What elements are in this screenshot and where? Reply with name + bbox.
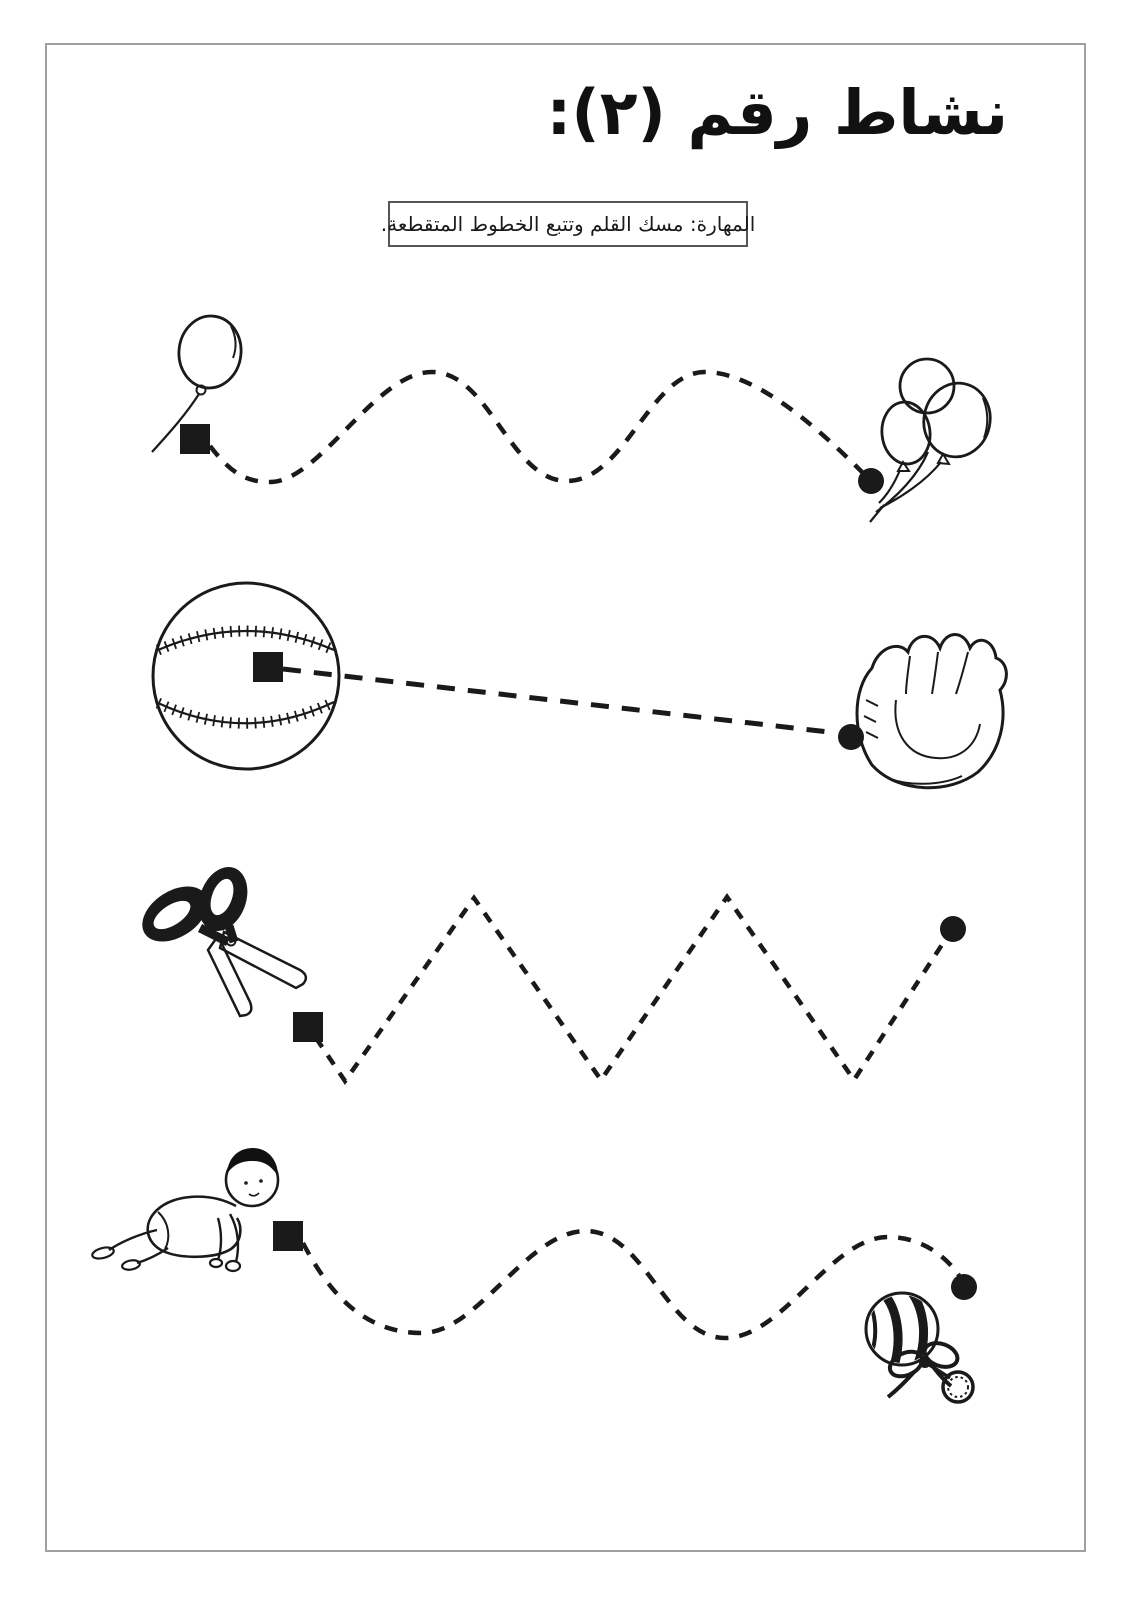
baseball-glove-icon [857,635,1006,788]
baseball-icon [153,583,339,769]
activity-row-4 [91,1148,977,1402]
skill-label: المهارة: مسك القلم وتتبع الخطوط المتقطعة. [380,212,756,236]
activity-row-3 [132,860,966,1081]
start-square-marker [273,1221,303,1251]
balloon-bunch-icon [870,359,997,522]
activity-row-1 [152,313,997,522]
scissors-icon [132,860,306,1016]
end-dot-marker [951,1274,977,1300]
end-dot-marker [940,916,966,942]
tracing-path-straight [283,669,837,733]
start-square-marker [293,1012,323,1042]
tracing-path-zigzag [316,897,947,1081]
page-title: نشاط رقم (٢): [546,76,1008,149]
rattle-icon [866,1290,973,1402]
crawling-baby-icon [91,1148,278,1271]
tracing-path-wave [210,372,864,482]
end-dot-marker [858,468,884,494]
start-square-marker [253,652,283,682]
tracing-path-wave [303,1231,960,1338]
activity-row-2 [153,583,1006,788]
start-square-marker [180,424,210,454]
